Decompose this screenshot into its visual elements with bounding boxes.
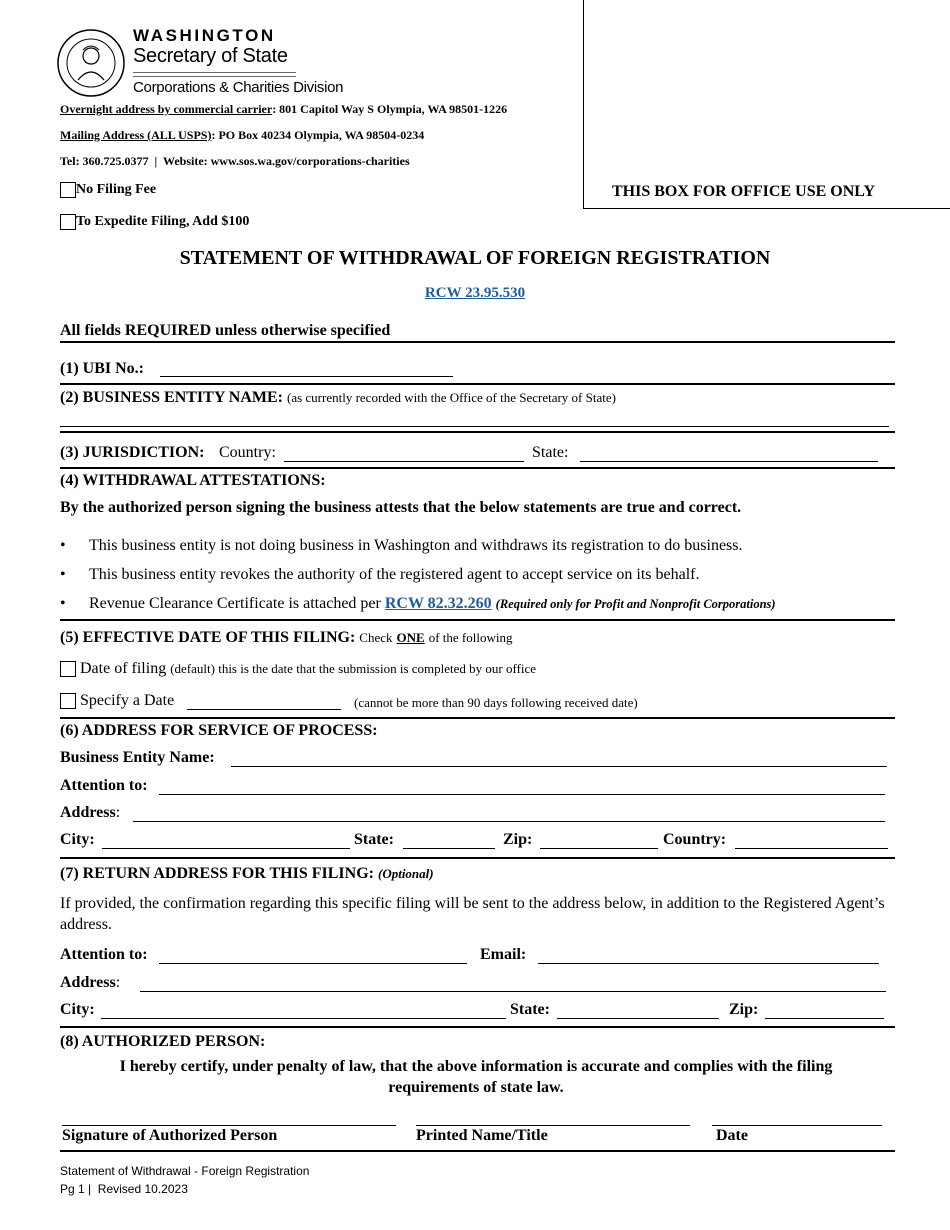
attestation-text: This business entity revokes the authority of the registered agent to accept service on its behalf. [89, 566, 700, 583]
date-of-filing-label: Date of filing [80, 660, 167, 677]
s7-address-label-wrap [60, 974, 120, 992]
header-rule-1 [133, 72, 296, 73]
header-office: Secretary of State [133, 45, 288, 67]
certify-text: I hereby certify, under penalty of law, that the above information is accurate and complies with the filing requirements of state law. [119, 1058, 833, 1096]
following-text: of the following [428, 630, 513, 645]
s6-attention-label: Attention to: [60, 777, 148, 794]
s6-attention-field[interactable] [159, 794, 885, 795]
s6-state-label: State: [354, 831, 394, 848]
s6-city-field[interactable] [102, 848, 350, 849]
date-label: Date [716, 1127, 748, 1144]
s7-attention-field[interactable] [159, 963, 467, 964]
authorized-person-label: (8) AUTHORIZED PERSON: [60, 1033, 266, 1050]
jurisdiction-state-field[interactable] [580, 461, 878, 462]
entity-name-field[interactable] [60, 426, 889, 427]
effective-date-row [60, 629, 512, 647]
s7-city-label: City: [60, 1001, 95, 1018]
no-fee-label: No Filing Fee [76, 182, 157, 198]
date-of-filing-checkbox[interactable] [60, 661, 76, 677]
divider [60, 383, 895, 385]
return-address-optional: (Optional) [377, 866, 434, 881]
footer-line-1: Statement of Withdrawal - Foreign Registration [60, 1164, 310, 1178]
ubi-label: (1) UBI No.: [60, 360, 144, 377]
s7-address-label: Address [60, 974, 116, 991]
s7-state-label: State: [510, 1001, 550, 1018]
s7-zip-label: Zip: [729, 1001, 759, 1018]
expedite-row [60, 214, 249, 230]
s6-entity-label: Business Entity Name: [60, 749, 215, 766]
s6-country-field[interactable] [735, 848, 888, 849]
date-of-filing-row [60, 660, 536, 678]
required-note: All fields REQUIRED unless otherwise specified [60, 322, 391, 339]
rcw-link[interactable]: RCW 23.95.530 [424, 285, 526, 301]
s6-zip-field[interactable] [540, 848, 658, 849]
office-use-box [583, 0, 950, 209]
s7-state-field[interactable] [557, 1018, 719, 1019]
divider [60, 857, 895, 859]
specify-date-row [60, 692, 174, 710]
one-text: ONE [396, 630, 425, 645]
specify-date-checkbox[interactable] [60, 693, 76, 709]
attestations-label: (4) WITHDRAWAL ATTESTATIONS: [60, 472, 326, 489]
rcw-link-wrap [0, 285, 950, 302]
s6-state-field[interactable] [403, 848, 495, 849]
divider [60, 1026, 895, 1028]
s7-zip-field[interactable] [765, 1018, 884, 1019]
jurisdiction-country-label: Country: [219, 444, 276, 461]
entity-name-row [60, 389, 616, 407]
entity-name-note: (as currently recorded with the Office of the Secretary of State) [287, 390, 616, 405]
return-address-row [60, 865, 434, 883]
header-state: WASHINGTON [133, 26, 276, 45]
mailing-label: Mailing Address (ALL USPS) [60, 128, 212, 142]
date-field[interactable] [712, 1125, 882, 1126]
s6-address-colon: : [115, 804, 121, 821]
overnight-address [60, 102, 507, 117]
s6-address-label-wrap [60, 804, 120, 822]
jurisdiction-label: (3) JURISDICTION: [60, 444, 205, 461]
service-address-label: (6) ADDRESS FOR SERVICE OF PROCESS: [60, 722, 378, 739]
s6-city-label: City: [60, 831, 95, 848]
s6-address-label: Address [60, 804, 116, 821]
bullet: • [60, 595, 66, 612]
mailing-value: : PO Box 40234 Olympia, WA 98504-0234 [211, 128, 425, 142]
date-of-filing-note: (default) this is the date that the submission is completed by our office [170, 661, 537, 676]
s6-zip-label: Zip: [503, 831, 533, 848]
printed-name-label: Printed Name/Title [416, 1127, 548, 1144]
s6-entity-field[interactable] [231, 766, 887, 767]
attestation-note: (Required only for Profit and Nonprofit Corporations) [495, 597, 776, 611]
s7-email-label: Email: [480, 946, 527, 963]
footer-line-2: Pg 1 | Revised 10.2023 [60, 1182, 188, 1196]
entity-name-label: (2) BUSINESS ENTITY NAME: [60, 389, 283, 406]
bullet: • [60, 537, 66, 554]
attestation-text: This business entity is not doing business in Washington and withdraws its registration to do business. [89, 537, 743, 554]
mailing-address [60, 128, 424, 143]
expedite-label: To Expedite Filing, Add $100 [76, 214, 250, 230]
jurisdiction-state-label: State: [532, 444, 569, 461]
s7-city-field[interactable] [101, 1018, 506, 1019]
header-division: Corporations & Charities Division [133, 79, 344, 96]
divider [60, 467, 895, 469]
divider [60, 619, 895, 621]
return-address-label: (7) RETURN ADDRESS FOR THIS FILING: [60, 865, 374, 882]
specify-date-note: (cannot be more than 90 days following received date) [354, 695, 638, 710]
contact-info: Tel: 360.725.0377 | Website: www.sos.wa.gov/corporations-charities [60, 154, 410, 168]
s7-attention-label: Attention to: [60, 946, 148, 963]
office-use-label: THIS BOX FOR OFFICE USE ONLY [612, 183, 876, 200]
check-text: Check [359, 630, 393, 645]
ubi-field[interactable] [160, 376, 453, 377]
effective-date-label: (5) EFFECTIVE DATE OF THIS FILING: [60, 629, 356, 646]
expedite-checkbox[interactable] [60, 214, 76, 230]
printed-name-field[interactable] [416, 1125, 690, 1126]
no-fee-row [60, 182, 156, 198]
state-seal [56, 28, 126, 98]
signature-field[interactable] [62, 1125, 396, 1126]
return-address-desc: If provided, the confirmation regarding this specific filing will be sent to the address below, in addition to the Registered Agent’s address. [60, 895, 885, 933]
specify-date-label: Specify a Date [80, 692, 175, 709]
divider [60, 717, 895, 719]
s6-address-field[interactable] [133, 821, 885, 822]
s7-address-field[interactable] [140, 991, 886, 992]
jurisdiction-country-field[interactable] [284, 461, 524, 462]
signature-label: Signature of Authorized Person [62, 1127, 278, 1144]
overnight-value: : 801 Capitol Way S Olympia, WA 98501-1226 [272, 102, 508, 116]
rcw-82-link[interactable]: RCW 82.32.260 [384, 595, 492, 612]
header-rule-2 [133, 76, 296, 77]
attestation-text: Revenue Clearance Certificate is attached per [89, 595, 381, 612]
divider [60, 341, 895, 343]
s7-email-field[interactable] [538, 963, 879, 964]
form-title: STATEMENT OF WITHDRAWAL OF FOREIGN REGISTRATION [179, 247, 771, 269]
specify-date-field[interactable] [187, 709, 341, 710]
no-fee-checkbox[interactable] [60, 182, 76, 198]
divider [60, 1150, 895, 1152]
s6-country-label: Country: [663, 831, 727, 848]
s7-address-colon: : [115, 974, 121, 991]
attestation-text-wrap [89, 595, 776, 613]
overnight-label: Overnight address by commercial carrier [60, 102, 273, 116]
bullet: • [60, 566, 66, 583]
divider [60, 431, 895, 433]
attestations-intro: By the authorized person signing the business attests that the below statements are true and correct. [60, 499, 742, 516]
